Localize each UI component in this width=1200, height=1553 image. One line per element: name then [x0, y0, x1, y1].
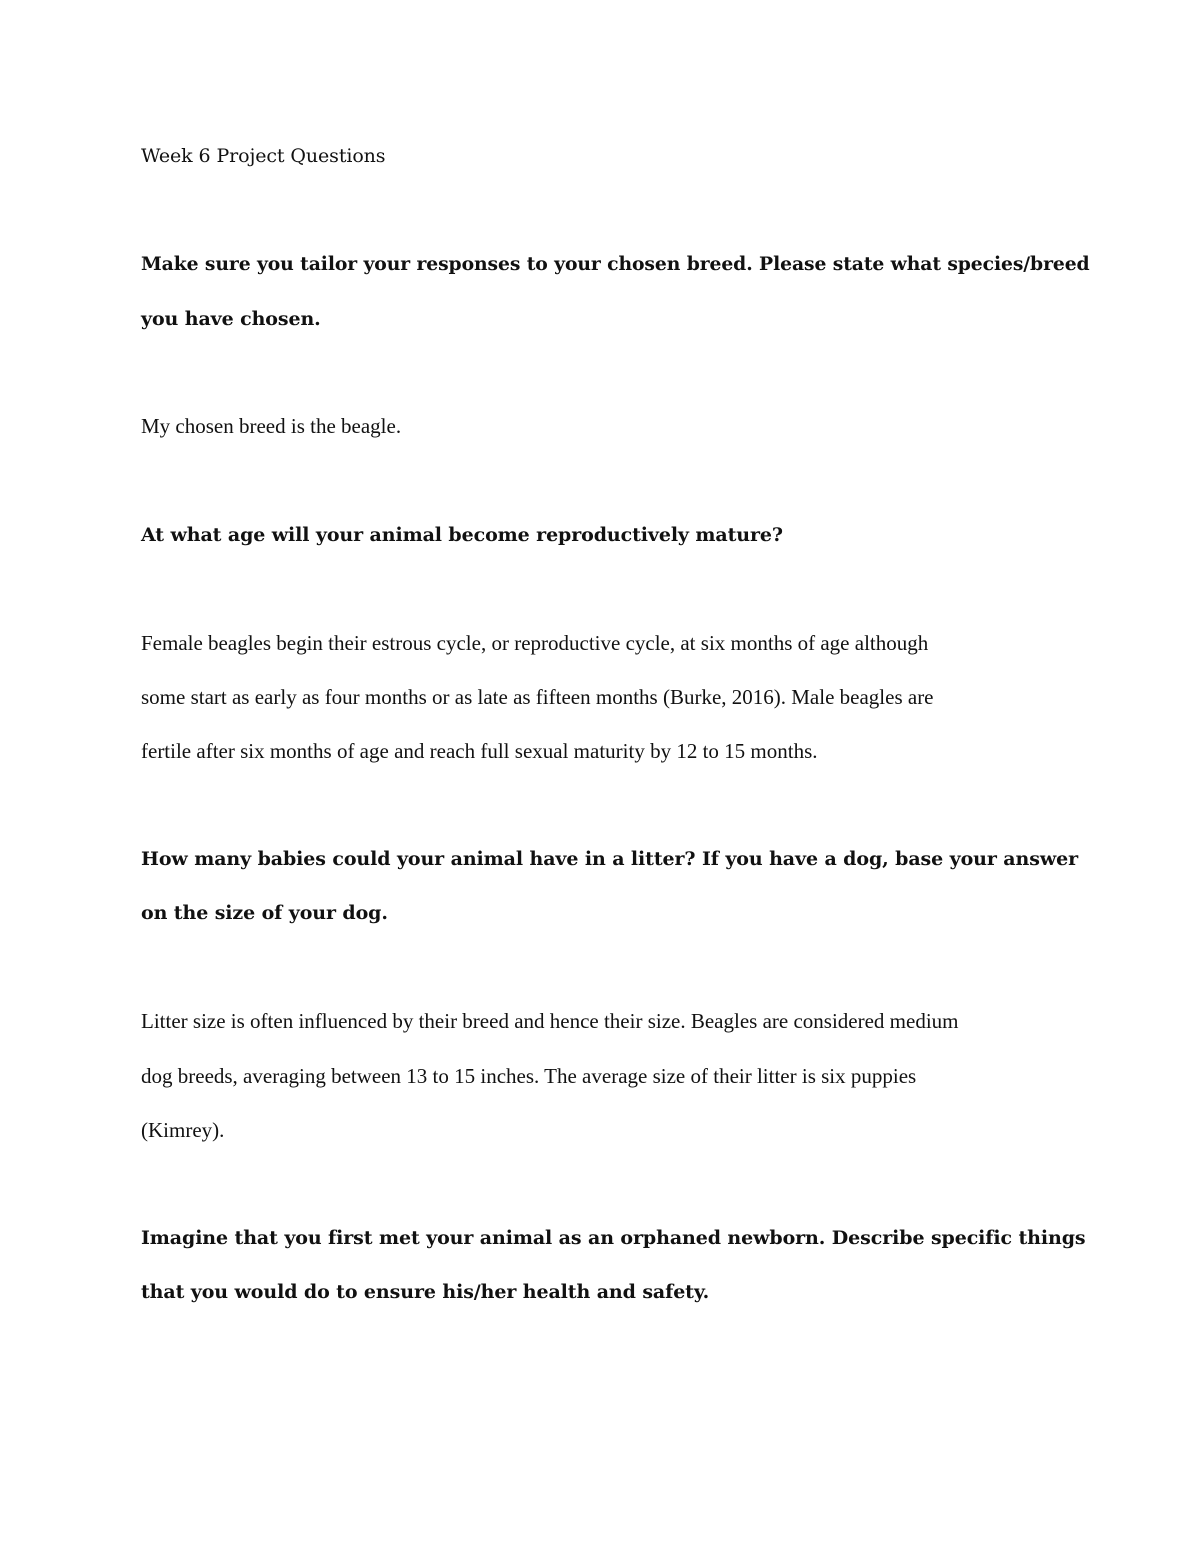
question-3-line-1: How many babies could your animal have in a litter? If you have a dog, base your answer	[141, 848, 1078, 870]
document-title: Week 6 Project Questions	[141, 145, 386, 167]
question-1-line-2: you have chosen.	[141, 308, 321, 330]
question-3-line-2: on the size of your dog.	[141, 902, 388, 924]
answer-1-line-1: My chosen breed is the beagle.	[141, 414, 402, 438]
answer-2-line-3: fertile after six months of age and reach full sexual maturity by 12 to 15 months.	[141, 739, 818, 763]
question-2-line-1: At what age will your animal become reproductively mature?	[141, 524, 783, 546]
answer-3-line-3: (Kimrey).	[141, 1118, 225, 1142]
question-4-line-2: that you would do to ensure his/her health and safety.	[141, 1281, 710, 1303]
question-4-line-1: Imagine that you first met your animal as an orphaned newborn. Describe specific things	[141, 1227, 1086, 1249]
question-1-line-1: Make sure you tailor your responses to your chosen breed. Please state what species/breed	[141, 253, 1090, 275]
answer-3-line-1: Litter size is often influenced by their breed and hence their size. Beagles are considered medium	[141, 1009, 959, 1033]
answer-2-line-2: some start as early as four months or as late as fifteen months (Burke, 2016). Male beagles are	[141, 685, 934, 709]
answer-2-line-1: Female beagles begin their estrous cycle, or reproductive cycle, at six months of age although	[141, 631, 929, 655]
answer-3-line-2: dog breeds, averaging between 13 to 15 inches. The average size of their litter is six puppies	[141, 1064, 917, 1088]
